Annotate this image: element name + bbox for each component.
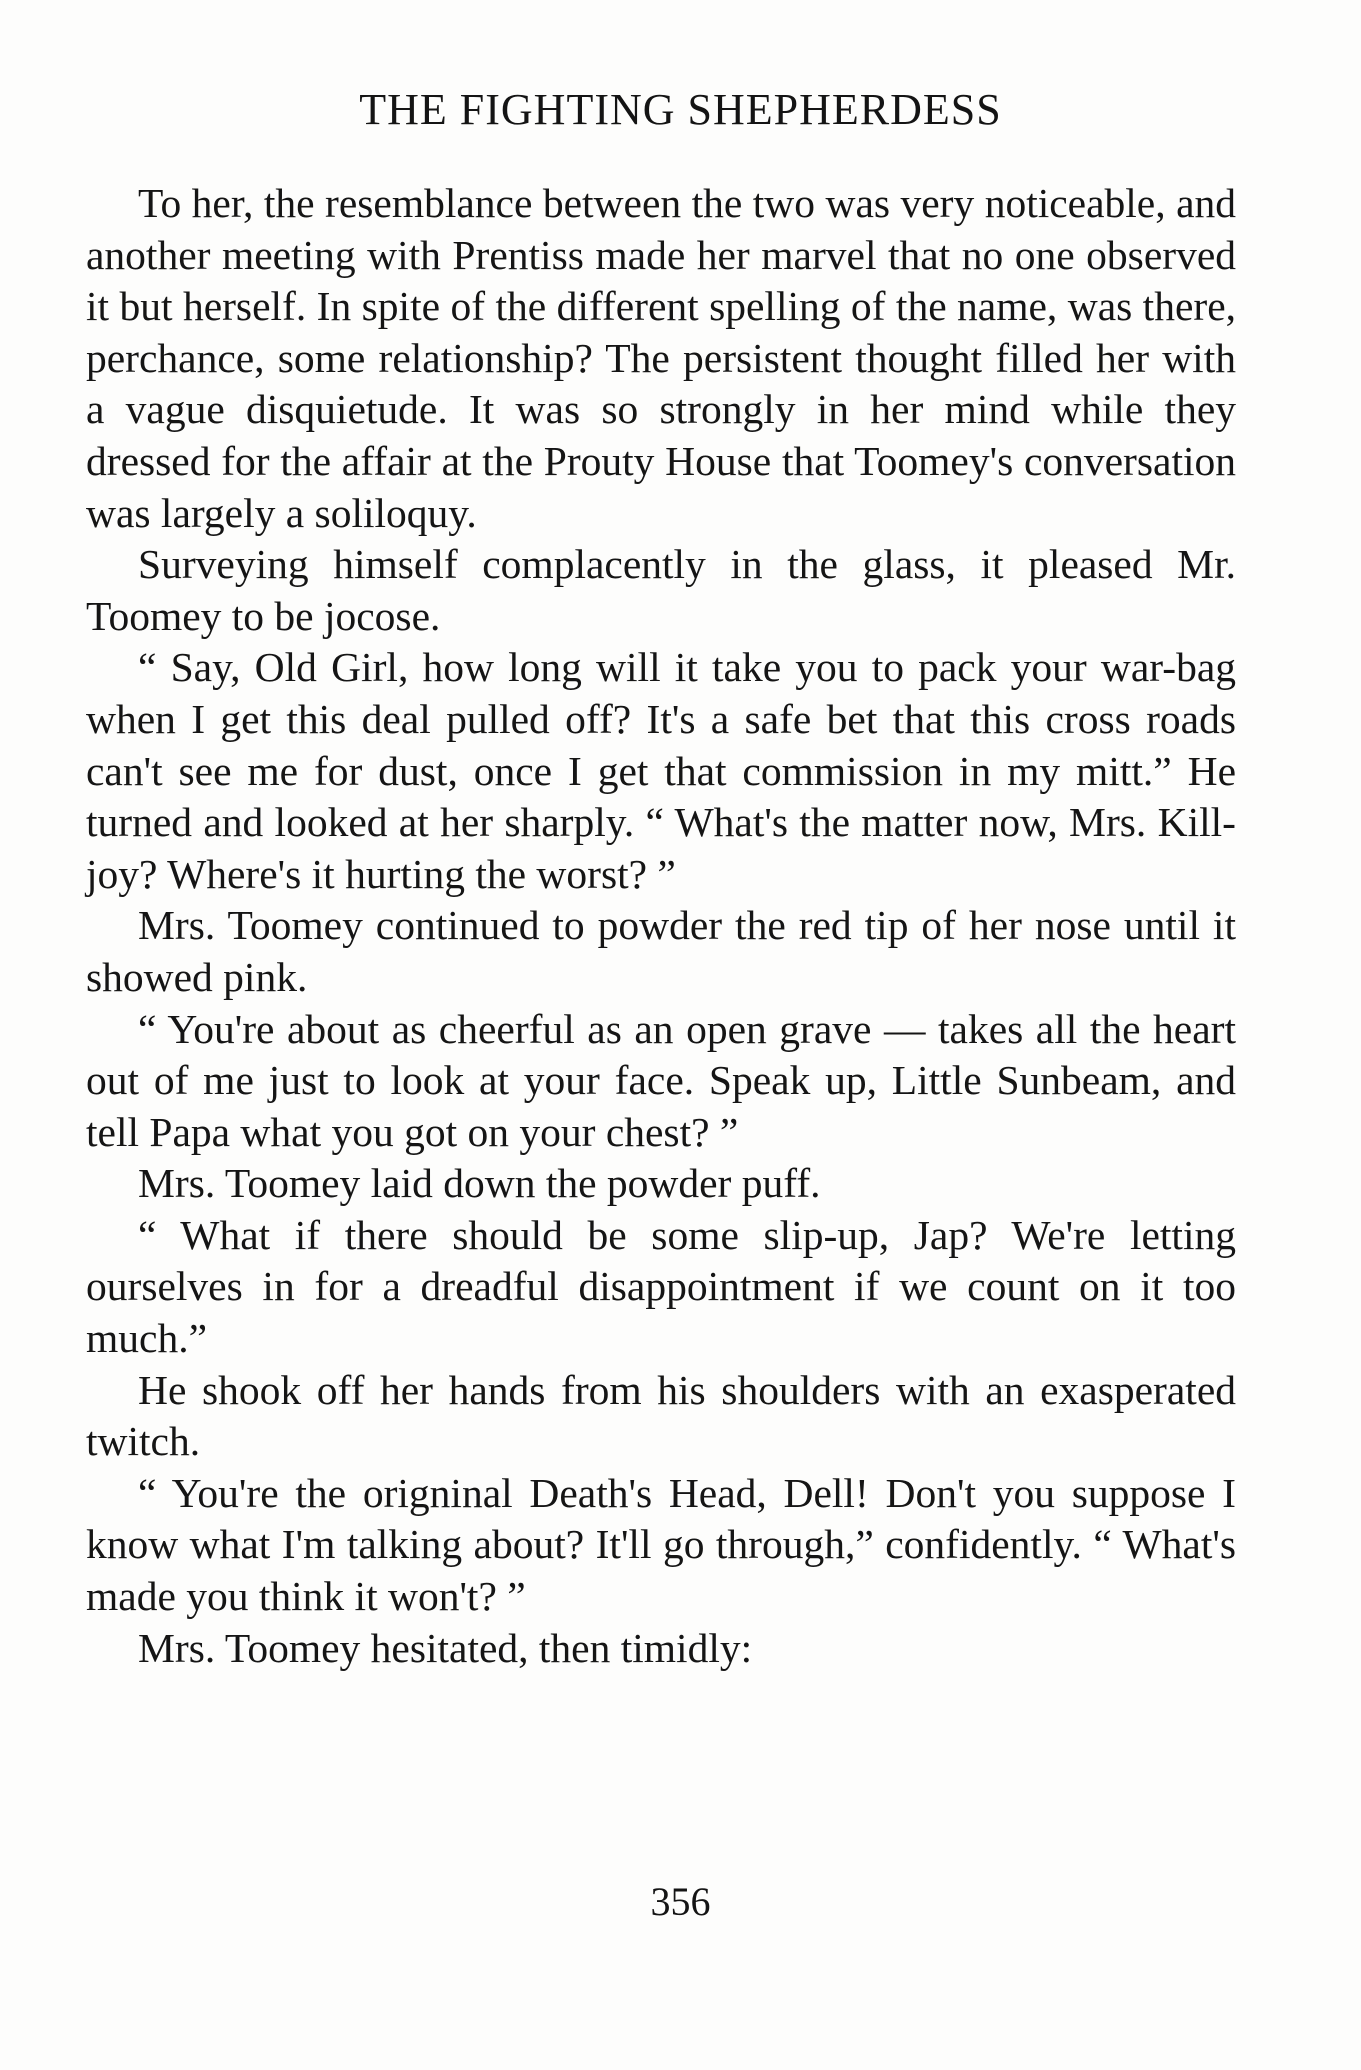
running-head: THE FIGHTING SHEPHERDESS bbox=[359, 85, 1002, 134]
page-number: 356 bbox=[650, 1879, 711, 1924]
paragraph: “ You're the origninal Death's Head, Dell! Don't you suppose I know what I'm talking about? It'll go through,” confidently. “ What's made you think it won't? ” bbox=[86, 1469, 1236, 1620]
body-text bbox=[86, 178, 1236, 1674]
paragraph: Mrs. Toomey laid down the powder puff. bbox=[138, 1160, 821, 1207]
paragraph: Mrs. Toomey hesitated, then timidly: bbox=[138, 1624, 753, 1671]
paragraph: To her, the resemblance between the two was very noticeable, and another meeting with Prentiss made her marvel that no one observed it but herself. In spite of the different spelling of the name, was there, perchance, some relationship? The persistent thought filled her with a vague disquietude. It was so strongly in her mind while they dressed for the affair at the Prouty House that Toomey's conversation was largely a soliloquy. bbox=[86, 180, 1236, 536]
paragraph: “ You're about as cheerful as an open grave — takes all the heart out of me just to look at your face. Speak up, Little Sunbeam, and tell Papa what you got on your chest? ” bbox=[86, 1005, 1236, 1155]
paragraph: Surveying himself complacently in the glass, it pleased Mr. Toomey to be jocose. bbox=[86, 541, 1236, 639]
paragraph: “ Say, Old Girl, how long will it take you to pack your war-bag when I get this deal pulled off? It's a safe bet that this cross roads can't see me for dust, once I get that commission in my mitt.” He turned and looked at her sharply. “ What's the matter now, Mrs. Kill-joy? Where's it hurting the worst? ” bbox=[86, 644, 1236, 897]
paragraph: Mrs. Toomey continued to powder the red tip of her nose until it showed pink. bbox=[86, 902, 1236, 1000]
paragraph: “ What if there should be some slip-up, Jap? We're letting ourselves in for a dreadful disappointment if we count on it too much.” bbox=[86, 1211, 1236, 1362]
paragraph: He shook off her hands from his shoulders with an exasperated twitch. bbox=[86, 1366, 1236, 1465]
